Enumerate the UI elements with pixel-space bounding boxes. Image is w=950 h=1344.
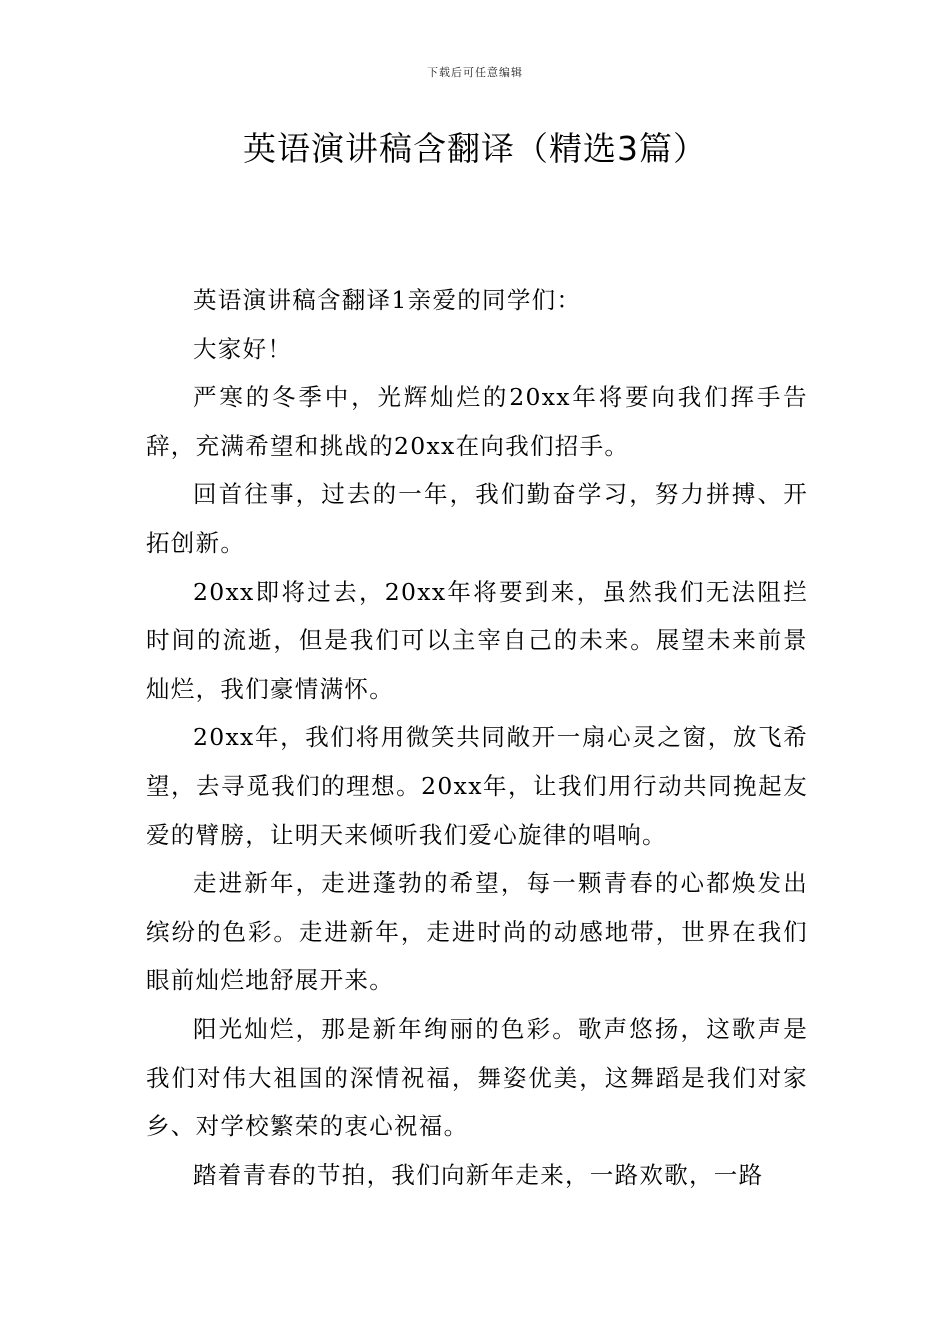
paragraph: 英语演讲稿含翻译1亲爱的同学们： xyxy=(193,286,582,314)
paragraph: 20xx年，我们将用微笑共同敞开一扇心灵之窗，放飞希望，去寻觅我们的理想。20xx年，让我们用行动共同挽起友爱的臂膀，让明天来倾听我们爱心旋律的唱响。 xyxy=(146,723,808,849)
document-title: 英语演讲稿含翻译（精选3篇） xyxy=(243,129,707,168)
paragraph: 20xx即将过去，20xx年将要到来，虽然我们无法阻拦时间的流逝，但是我们可以主宰自己的未来。展望未来前景灿烂，我们豪情满怀。 xyxy=(146,577,808,703)
paragraph: 严寒的冬季中，光辉灿烂的20xx年将要向我们挥手告辞，充满希望和挑战的20xx在向我们招手。 xyxy=(146,383,808,460)
paragraph: 阳光灿烂，那是新年绚丽的色彩。歌声悠扬，这歌声是我们对伟大祖国的深情祝福，舞姿优美，这舞蹈是我们对家乡、对学校繁荣的衷心祝福。 xyxy=(146,1014,808,1141)
paragraph: 大家好！ xyxy=(193,334,293,363)
paragraph: 回首往事，过去的一年，我们勤奋学习，努力拼搏、开拓创新。 xyxy=(146,480,808,557)
paragraph: 走进新年，走进蓬勃的希望，每一颗青春的心都焕发出缤纷的色彩。走进新年，走进时尚的动感地带，世界在我们眼前灿烂地舒展开来。 xyxy=(146,869,808,995)
header-note: 下载后可任意编辑 xyxy=(427,66,523,79)
document-body xyxy=(146,276,808,1199)
paragraph: 踏着青春的节拍，我们向新年走来，一路欢歌，一路 xyxy=(193,1160,764,1189)
